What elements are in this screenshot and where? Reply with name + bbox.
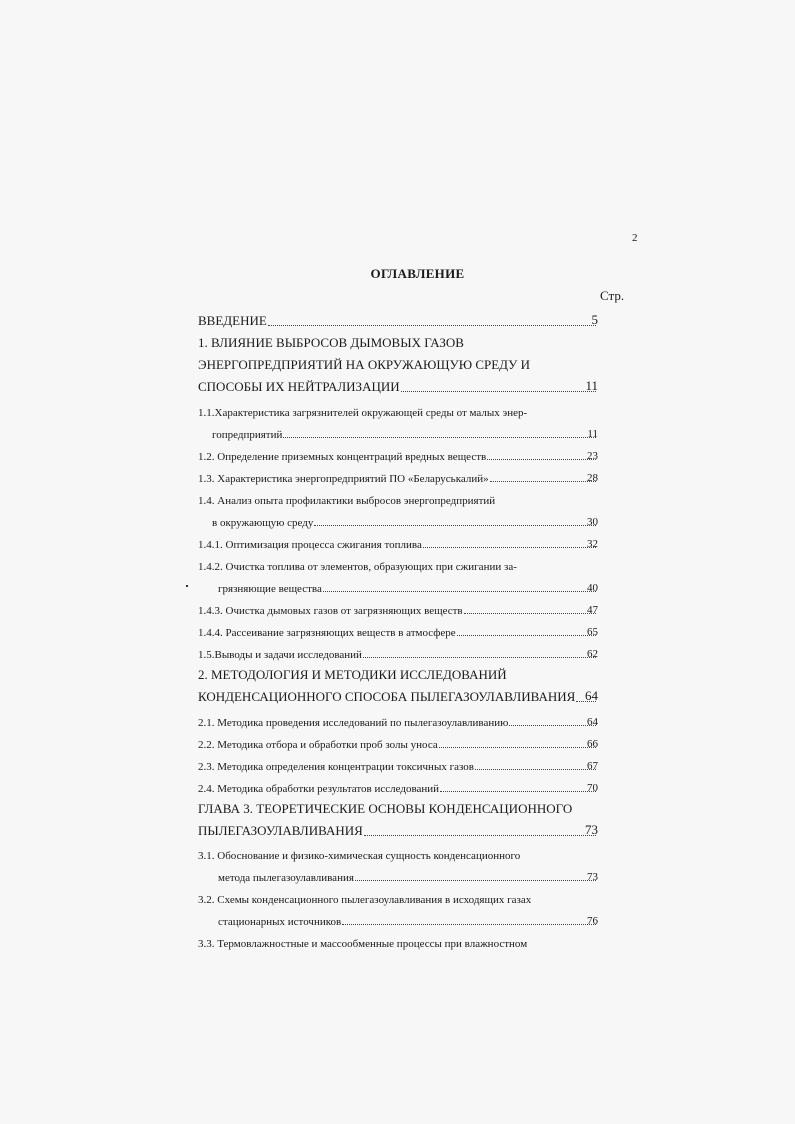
toc-entry: ПЫЛЕГАЗОУЛАВЛИВАНИЯ 73: [198, 822, 598, 838]
toc-entry: 2.2. Методика отбора и обработки проб золы уноса 66: [198, 738, 598, 751]
toc-entry: 3.2. Схемы конденсационного пылегазоулавливания в исходящих газах: [198, 894, 532, 906]
toc-entry: гопредприятий 11: [212, 428, 598, 441]
toc-entry: 1.4.3. Очистка дымовых газов от загрязняющих веществ 47: [198, 604, 598, 617]
toc-entry: 1. ВЛИЯНИЕ ВЫБРОСОВ ДЫМОВЫХ ГАЗОВ: [198, 335, 464, 350]
toc-entry: КОНДЕНСАЦИОННОГО СПОСОБА ПЫЛЕГАЗОУЛАВЛИВАНИЯ 64: [198, 688, 598, 704]
toc-entry: 1.5.Выводы и задачи исследований 62: [198, 648, 598, 661]
toc-entry: 2.1. Методика проведения исследований по пылегазоулавливанию 64: [198, 716, 598, 729]
toc-entry: ГЛАВА 3. ТЕОРЕТИЧЕСКИЕ ОСНОВЫ КОНДЕНСАЦИОННОГО: [198, 801, 573, 816]
toc-entry: СПОСОБЫ ИХ НЕЙТРАЛИЗАЦИИ 11: [198, 378, 598, 394]
toc-entry: ЭНЕРГОПРЕДПРИЯТИЙ НА ОКРУЖАЮЩУЮ СРЕДУ И: [198, 357, 531, 372]
toc-entry: 1.1.Характеристика загрязнителей окружающей среды от малых энер-: [198, 407, 528, 419]
toc-entry: 1.4.2. Очистка топлива от элементов, образующих при сжигании за-: [198, 561, 517, 573]
toc-entry: 1.4.1. Оптимизация процесса сжигания топлива 32: [198, 538, 598, 551]
toc-entry: 3.3. Термовлажностные и массообменные процессы при влажностном: [198, 938, 528, 950]
toc-entry: ВВЕДЕНИЕ 5: [198, 312, 598, 328]
toc-entry: 2. МЕТОДОЛОГИЯ И МЕТОДИКИ ИССЛЕДОВАНИЙ: [198, 667, 507, 682]
scan-speck: [186, 585, 188, 587]
page-number: 2: [632, 232, 638, 244]
toc-entry: 1.4. Анализ опыта профилактики выбросов энергопредприятий: [198, 495, 496, 507]
page-column-label: Стр.: [600, 288, 625, 303]
toc-entry: 2.4. Методика обработки результатов исследований 70: [198, 782, 598, 795]
toc-entry: 1.3. Характеристика энергопредприятий ПО «Беларуськалий» 28: [198, 472, 598, 485]
toc-entry: 1.2. Определение приземных концентраций вредных веществ 23: [198, 450, 598, 463]
toc-entry: 1.4.4. Рассеивание загрязняющих веществ в атмосфере 65: [198, 626, 598, 639]
toc-entry: грязняющие вещества 40: [218, 582, 598, 595]
toc-entry: в окружающую среду 30: [212, 516, 598, 529]
toc-entry: стационарных источников 76: [218, 915, 598, 928]
toc-entry: метода пылегазоулавливания 73: [218, 871, 598, 884]
page-title: ОГЛАВЛЕНИЕ: [370, 266, 465, 281]
toc-entry: 2.3. Методика определения концентрации токсичных газов 67: [198, 760, 598, 773]
toc-entry: 3.1. Обоснование и физико-химическая сущность конденсационного: [198, 850, 521, 862]
